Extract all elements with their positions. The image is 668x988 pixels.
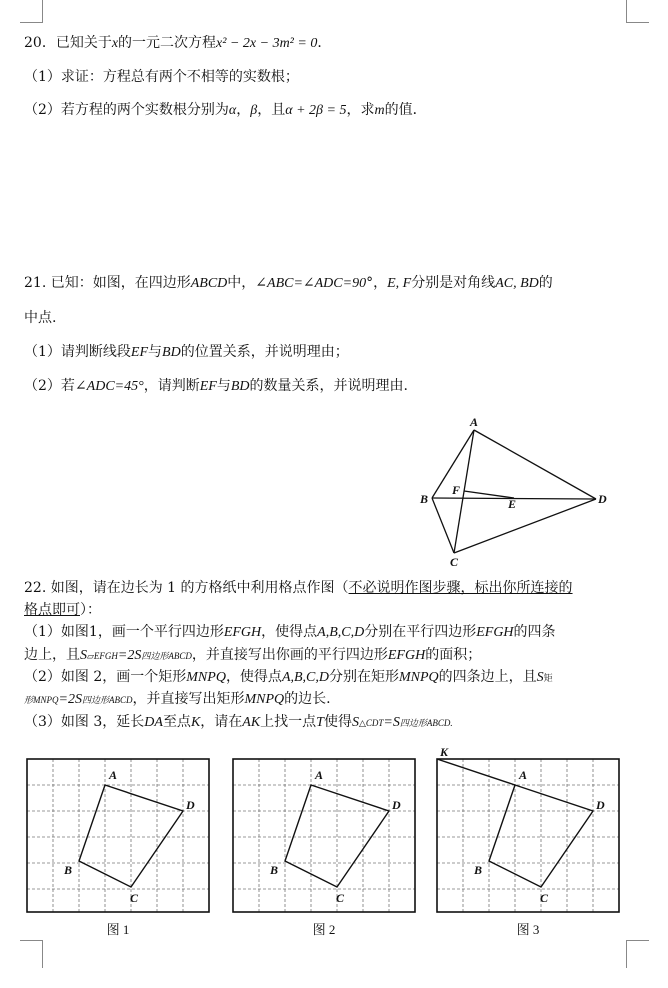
q22-part2-line2 — [24, 689, 331, 710]
q22-stem-line2 — [24, 600, 101, 620]
q20-condition: α + 2β = 5 — [285, 103, 347, 118]
q20-text: （2）若方程的两个实数根分别为 — [24, 102, 229, 118]
label-k: K — [440, 745, 449, 759]
q21-stem-line2: 中点. — [24, 310, 57, 326]
q22-text: 上找一点 — [260, 714, 317, 730]
q21-text: 21. 已知：如图，在四边形 — [24, 275, 191, 291]
q22-text: 分别在平行四边形 — [364, 624, 477, 640]
q22-text: 的四条 — [513, 624, 556, 640]
crop-mark — [626, 22, 649, 23]
label-b: B — [270, 863, 279, 877]
area-subscript: 形MNPQ — [24, 695, 59, 705]
q20-text: ． — [317, 35, 332, 51]
grid-figure-1 — [26, 758, 212, 942]
q22-text: 边上，且 — [24, 647, 80, 663]
q22-part1-line2 — [24, 645, 481, 666]
crop-mark — [42, 940, 43, 968]
q20-text: ，求 — [346, 102, 375, 118]
q22-text: 的面积； — [425, 647, 482, 663]
q22-text: （3）如图 3，延长 — [24, 714, 145, 730]
q22-text: （1）如图1，画一个平行四边形 — [24, 624, 224, 640]
area-subscript: ▱EFGH — [87, 651, 118, 661]
q20-part2: （2）若方程的两个实数根分别为α，β，且α + 2β = 5，求m的值． — [24, 102, 427, 118]
fig-label-e: E — [508, 497, 517, 511]
q22-underlined-text: 格点即可 — [24, 602, 80, 618]
label-c: C — [540, 891, 549, 905]
fig-label-d: D — [598, 492, 607, 506]
angle-equation: ∠ABC=∠ADC=90 — [255, 276, 367, 291]
label-d: D — [596, 798, 605, 812]
var-beta: β — [250, 103, 258, 118]
area-symbol: S — [351, 715, 359, 730]
q21-text: 与 — [216, 378, 231, 394]
q22-text: ，并直接写出矩形 — [132, 691, 245, 707]
q21-text: 中， — [227, 275, 256, 291]
q21-text: 分别是对角线 — [411, 275, 496, 291]
points-abcd: A,B,C,D — [281, 670, 329, 685]
fig-label-b: B — [420, 492, 429, 506]
figure-caption: 图 1 — [106, 922, 130, 937]
q20-text: ，且 — [257, 102, 286, 118]
q22-text: 22. 如图，请在边长为 1 的方格纸中利用格点作图（ — [24, 580, 349, 596]
q21-figure — [410, 410, 620, 570]
label-a: A — [109, 768, 118, 782]
label-b: B — [474, 863, 483, 877]
seg-bd: BD — [162, 345, 181, 360]
fig-label-f: F — [452, 483, 461, 497]
var-m: m — [374, 103, 385, 118]
q22-text: 使得 — [323, 714, 352, 730]
q22-text: ，使得点 — [261, 624, 318, 640]
area-subscript: △CDT — [358, 718, 384, 728]
crop-mark — [626, 940, 627, 968]
q21-text: ，请判断 — [143, 378, 200, 394]
q20-stem — [24, 33, 331, 54]
area-equation: =2S — [117, 648, 142, 663]
q20-part1: （1）求证：方程总有两个不相等的实数根； — [24, 69, 299, 85]
point-t: T — [316, 715, 324, 730]
area-equation: =S — [383, 715, 400, 730]
q21-part1 — [24, 342, 349, 363]
label-a: A — [315, 768, 324, 782]
q20-number: 20． — [24, 35, 56, 51]
area-subscript: 矩 — [543, 674, 553, 684]
q22-text: （2）如图 2，画一个矩形 — [24, 669, 187, 685]
q20-text: 已知关于 — [55, 35, 112, 51]
var-efgh: EFGH — [223, 625, 262, 640]
area-equation: =2S — [58, 692, 82, 707]
grid-lines — [437, 759, 619, 912]
figure-caption: 图 3 — [516, 922, 540, 937]
figure-caption: 图 2 — [312, 922, 336, 937]
seg-ak: AK — [242, 715, 261, 730]
area-subscript: 四边形ABCD — [81, 695, 133, 705]
area-subscript: 四边形ABCD. — [399, 718, 453, 728]
q21-text: 的 — [538, 275, 553, 291]
q20-equation: x² − 2x − 3m² = 0 — [216, 36, 318, 51]
grid-figure-2 — [232, 758, 418, 942]
q21-text: 与 — [148, 344, 163, 360]
var-mnpq: MNPQ — [399, 670, 439, 685]
var-efgh: EFGH — [387, 648, 426, 663]
q20-text: 的值． — [384, 102, 427, 118]
var-alpha: α — [228, 103, 237, 118]
crop-mark — [20, 22, 43, 23]
q22-underlined-text: 不必说明作图步骤，标出你所连接的 — [348, 580, 573, 596]
q22-part1 — [24, 622, 556, 643]
q21-text: （1）请判断线段 — [24, 344, 131, 360]
label-d: D — [392, 798, 401, 812]
q22-text: 至点 — [162, 714, 191, 730]
var-mnpq: MNPQ — [186, 670, 226, 685]
points-ef: E, F — [387, 276, 412, 291]
grid-lines — [233, 759, 415, 912]
quad-abcd: ABCD — [190, 276, 228, 291]
q22-text: 的四条边上，且 — [438, 669, 537, 685]
q22-stem — [24, 578, 573, 598]
grid-figure-3 — [436, 744, 632, 942]
label-d: D — [186, 798, 195, 812]
seg-bd: BD — [230, 379, 250, 394]
diagonals: AC, BD — [495, 276, 539, 291]
q21-text: 的数量关系，并说明理由. — [249, 378, 408, 394]
extension-line-ak — [437, 759, 515, 785]
q22-text: ，并直接写出你画的平行四边形 — [191, 647, 388, 663]
q22-text: ）： — [80, 602, 101, 618]
fig-label-c: C — [450, 555, 459, 569]
q20-text: 的一元二次方程 — [118, 35, 217, 51]
q21-text: 的位置关系，并说明理由； — [180, 344, 349, 360]
q22-text: 分别在矩形 — [329, 669, 399, 685]
points-abcd: A,B,C,D — [317, 625, 365, 640]
q22-text: ，使得点 — [225, 669, 282, 685]
area-subscript: 四边形ABCD — [141, 651, 192, 661]
var-mnpq: MNPQ — [244, 692, 285, 707]
q22-part2 — [24, 667, 553, 689]
q21-text: （2）若 — [24, 378, 75, 394]
q22-text: ，请在 — [200, 714, 243, 730]
q21-part2 — [24, 376, 408, 397]
q22-text: 的边长. — [284, 691, 331, 707]
angle-adc: ∠ADC=45° — [74, 379, 144, 394]
q21-text: °， — [366, 275, 388, 291]
seg-da: DA — [144, 715, 163, 730]
var-x: x — [111, 36, 119, 51]
q22-part3 — [24, 712, 453, 733]
crop-mark — [42, 0, 43, 22]
seg-ef: EF — [199, 379, 217, 394]
label-a: A — [519, 768, 528, 782]
crop-mark — [626, 0, 627, 22]
point-k: K — [190, 715, 201, 730]
grid-lines — [27, 759, 209, 912]
area-symbol: S — [80, 648, 87, 663]
var-efgh: EFGH — [476, 625, 514, 640]
label-b: B — [64, 863, 73, 877]
label-c: C — [130, 891, 139, 905]
seg-ef: EF — [130, 345, 149, 360]
q21-stem — [24, 273, 553, 294]
area-symbol: S — [536, 670, 544, 685]
fig-label-a: A — [470, 415, 479, 429]
label-c: C — [336, 891, 345, 905]
